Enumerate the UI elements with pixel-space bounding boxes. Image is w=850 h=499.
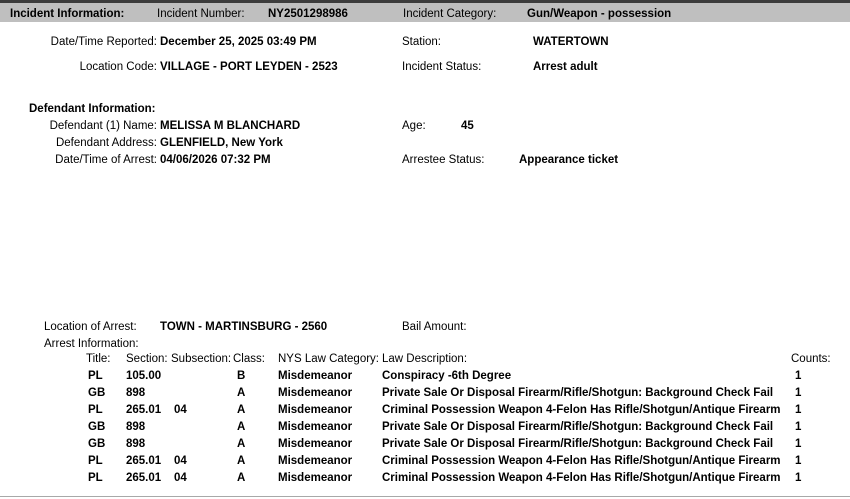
location-of-arrest-label: Location of Arrest: xyxy=(44,321,137,333)
column-header-counts: Counts: xyxy=(791,353,831,365)
cell-section: 898 xyxy=(126,387,146,399)
cell-title: GB xyxy=(88,438,106,450)
cell-title: GB xyxy=(88,387,106,399)
column-header-class: Class: xyxy=(233,353,265,365)
cell-category: Misdemeanor xyxy=(278,472,353,484)
cell-category: Misdemeanor xyxy=(278,370,353,382)
table-row xyxy=(0,454,850,471)
table-row xyxy=(0,471,850,488)
column-header-law-description: Law Description: xyxy=(382,353,468,365)
incident-information-label: Incident Information: xyxy=(10,8,125,20)
cell-category: Misdemeanor xyxy=(278,421,353,433)
column-header-section: Section: xyxy=(126,353,168,365)
incident-category-label: Incident Category: xyxy=(403,8,497,20)
column-header-title: Title: xyxy=(86,353,111,365)
cell-subsection: 04 xyxy=(174,472,187,484)
incident-number-value: NY2501298986 xyxy=(268,8,348,20)
location-code-label: Location Code: xyxy=(79,61,157,73)
defendant-name-label: Defendant (1) Name: xyxy=(49,120,157,132)
charges-table xyxy=(0,352,850,488)
defendant-address-value: GLENFIELD, New York xyxy=(160,137,283,149)
cell-counts: 1 xyxy=(795,438,802,450)
location-of-arrest-value: TOWN - MARTINSBURG - 2560 xyxy=(160,321,328,333)
cell-description: Criminal Possession Weapon 4-Felon Has Rifle/Shotgun/Antique Firearm xyxy=(382,455,781,467)
cell-counts: 1 xyxy=(795,472,802,484)
cell-class: A xyxy=(237,455,246,467)
bail-amount-label: Bail Amount: xyxy=(402,321,467,333)
cell-section: 265.01 xyxy=(126,404,162,416)
cell-section: 105.00 xyxy=(126,370,162,382)
cell-subsection: 04 xyxy=(174,455,187,467)
cell-title: PL xyxy=(88,404,103,416)
cell-title: PL xyxy=(88,455,103,467)
table-row xyxy=(0,420,850,437)
cell-section: 265.01 xyxy=(126,472,162,484)
cell-class: A xyxy=(237,438,246,450)
column-header-nys-law-category: NYS Law Category: xyxy=(278,353,379,365)
table-row xyxy=(0,437,850,454)
defendant-name-value: MELISSA M BLANCHARD xyxy=(160,120,301,132)
column-header-subsection: Subsection: xyxy=(171,353,232,365)
cell-class: A xyxy=(237,404,246,416)
cell-title: PL xyxy=(88,472,103,484)
cell-description: Private Sale Or Disposal Firearm/Rifle/Shotgun: Background Check Fail xyxy=(382,387,774,399)
defendant-age-label: Age: xyxy=(402,120,426,132)
cell-counts: 1 xyxy=(795,404,802,416)
arrestee-status-value: Appearance ticket xyxy=(519,154,619,166)
cell-category: Misdemeanor xyxy=(278,455,353,467)
datetime-reported-label: Date/Time Reported: xyxy=(50,36,157,48)
cell-title: PL xyxy=(88,370,103,382)
cell-title: GB xyxy=(88,421,106,433)
table-row xyxy=(0,386,850,403)
charges-table-header-row xyxy=(0,352,850,369)
cell-section: 898 xyxy=(126,438,146,450)
cell-description: Criminal Possession Weapon 4-Felon Has Rifle/Shotgun/Antique Firearm xyxy=(382,472,781,484)
arrestee-status-label: Arrestee Status: xyxy=(402,154,485,166)
defendant-address-label: Defendant Address: xyxy=(55,137,157,149)
station-value: WATERTOWN xyxy=(533,36,609,48)
cell-class: A xyxy=(237,472,246,484)
cell-category: Misdemeanor xyxy=(278,438,353,450)
cell-class: A xyxy=(237,421,246,433)
cell-category: Misdemeanor xyxy=(278,404,353,416)
cell-class: B xyxy=(237,370,246,382)
cell-description: Criminal Possession Weapon 4-Felon Has Rifle/Shotgun/Antique Firearm xyxy=(382,404,781,416)
cell-class: A xyxy=(237,387,246,399)
cell-description: Private Sale Or Disposal Firearm/Rifle/Shotgun: Background Check Fail xyxy=(382,438,774,450)
table-row xyxy=(0,369,850,386)
arrest-datetime-label: Date/Time of Arrest: xyxy=(55,154,157,166)
datetime-reported-value: December 25, 2025 03:49 PM xyxy=(160,36,317,48)
cell-description: Private Sale Or Disposal Firearm/Rifle/Shotgun: Background Check Fail xyxy=(382,421,774,433)
cell-counts: 1 xyxy=(795,387,802,399)
station-label: Station: xyxy=(402,36,441,48)
cell-subsection: 04 xyxy=(174,404,187,416)
defendant-information-label: Defendant Information: xyxy=(29,103,156,115)
bottom-divider xyxy=(0,496,850,497)
arrest-information-label: Arrest Information: xyxy=(44,338,139,350)
location-code-value: VILLAGE - PORT LEYDEN - 2523 xyxy=(160,61,338,73)
cell-counts: 1 xyxy=(795,370,802,382)
incident-header-band xyxy=(0,0,850,22)
cell-category: Misdemeanor xyxy=(278,387,353,399)
cell-section: 898 xyxy=(126,421,146,433)
defendant-age-value: 45 xyxy=(461,120,474,132)
incident-status-label: Incident Status: xyxy=(402,61,482,73)
incident-status-value: Arrest adult xyxy=(533,61,598,73)
cell-counts: 1 xyxy=(795,421,802,433)
cell-description: Conspiracy -6th Degree xyxy=(382,370,512,382)
cell-counts: 1 xyxy=(795,455,802,467)
cell-section: 265.01 xyxy=(126,455,162,467)
incident-category-value: Gun/Weapon - possession xyxy=(527,8,672,20)
incident-number-label: Incident Number: xyxy=(157,8,245,20)
table-row xyxy=(0,403,850,420)
arrest-datetime-value: 04/06/2026 07:32 PM xyxy=(160,154,271,166)
